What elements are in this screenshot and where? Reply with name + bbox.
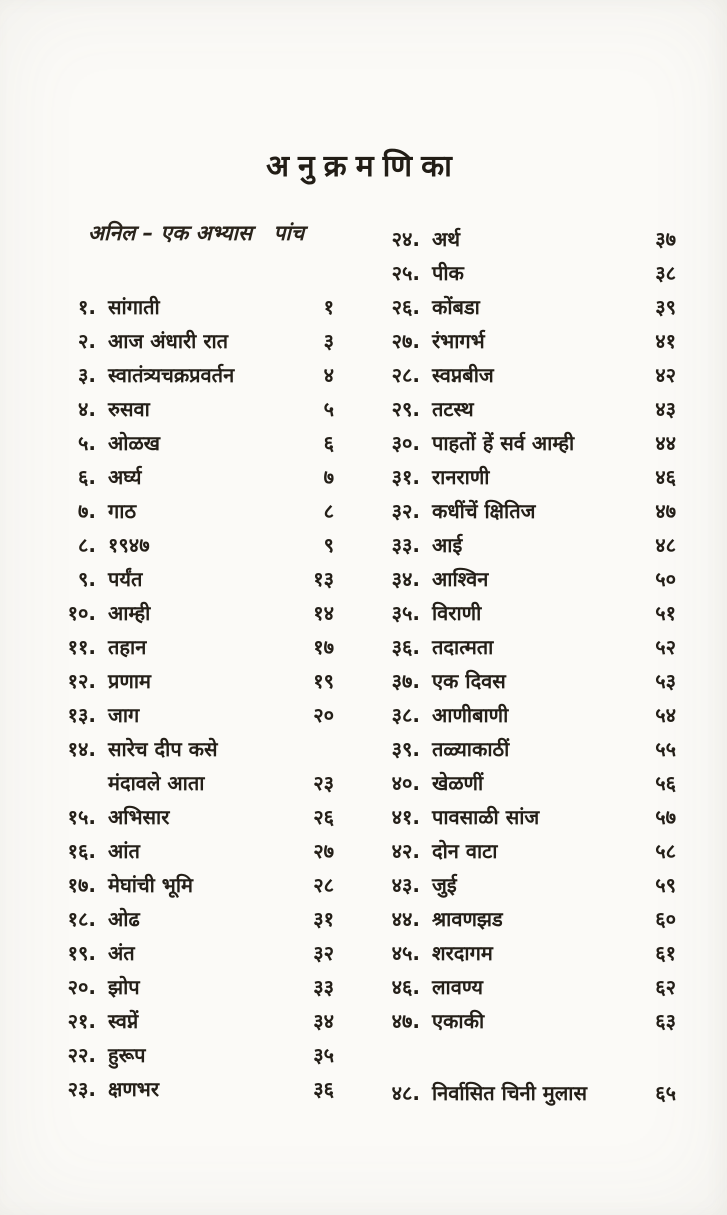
toc-item-page: ४ <box>323 363 334 387</box>
toc-item-title-line1: जाग <box>108 703 140 727</box>
toc-item-page: ६५ <box>655 1081 676 1105</box>
toc-item-title-line1: तदात्मता <box>432 635 494 659</box>
toc-row <box>380 460 676 494</box>
toc-item-number: १७. <box>67 873 96 897</box>
toc-row <box>380 256 676 290</box>
toc-item-number: ४३. <box>391 873 420 897</box>
toc-row <box>380 970 676 1004</box>
toc-row <box>380 868 676 902</box>
toc-item-number: २४. <box>391 227 420 251</box>
toc-item-title-line1: कोंबडा <box>432 295 480 319</box>
toc-item-title <box>108 834 300 868</box>
toc-item-title-line1: तळ्याकाठीं <box>432 737 510 761</box>
toc-item-title <box>432 392 642 426</box>
toc-item-title <box>432 460 642 494</box>
toc-item-number: २७. <box>391 329 420 353</box>
toc-item-number: ४. <box>78 397 96 421</box>
toc-item-title-line1: शरदागम <box>432 941 493 965</box>
toc-item-page: ३७ <box>655 227 676 251</box>
toc-item-number: ६. <box>78 465 96 489</box>
toc-item-title <box>108 290 300 324</box>
toc-row <box>380 834 676 868</box>
toc-item-number: २९. <box>391 397 420 421</box>
toc-row <box>62 902 334 936</box>
toc-item-number: २१. <box>67 1009 96 1033</box>
toc-row <box>62 562 334 596</box>
toc-item-title-line1: खेळणीं <box>432 771 484 795</box>
toc-item-page: २७ <box>313 839 334 863</box>
toc-item-title-line1: मेघांची भूमि <box>108 873 194 897</box>
toc-item-title <box>108 426 300 460</box>
toc-item-page: ८ <box>323 499 334 523</box>
toc-row <box>380 1004 676 1038</box>
toc-item-title-line1: एक दिवस <box>432 669 506 693</box>
toc-item-title-line1: अभिसार <box>108 805 170 829</box>
toc-row <box>62 970 334 1004</box>
toc-item-title <box>432 324 642 358</box>
toc-item-page: ५१ <box>655 601 676 625</box>
toc-item-title <box>108 596 300 630</box>
toc-item-title <box>108 902 300 936</box>
toc-item-title <box>432 664 642 698</box>
toc-column-left <box>62 218 334 1106</box>
toc-item-page: ३६ <box>313 1077 334 1101</box>
toc-row <box>380 664 676 698</box>
toc-item-title-line1: झोप <box>108 975 140 999</box>
toc-item-title <box>432 902 642 936</box>
toc-row <box>62 630 334 664</box>
toc-item-page: ६ <box>323 431 334 455</box>
toc-item-title <box>432 256 642 290</box>
toc-item-title-line1: पावसाळी सांज <box>432 805 540 829</box>
toc-item-title-line1: गाठ <box>108 499 137 523</box>
toc-item-page: ५६ <box>655 771 676 795</box>
toc-row <box>62 1038 334 1072</box>
toc-row <box>380 324 676 358</box>
toc-item-title <box>108 460 300 494</box>
toc-item-page: ४७ <box>655 499 676 523</box>
toc-item-number: २. <box>78 329 96 353</box>
toc-item-title-line1: रंभागर्भ <box>432 329 485 353</box>
toc-row <box>380 392 676 426</box>
toc-item-page: २३ <box>313 771 334 795</box>
toc-item-title-line1: १९४७ <box>108 533 150 557</box>
toc-item-title <box>108 970 300 1004</box>
toc-item-page: १७ <box>313 635 334 659</box>
toc-row <box>62 936 334 970</box>
toc-item-title-line1: आणीबाणी <box>432 703 509 727</box>
toc-item-number: ९. <box>78 567 96 591</box>
toc-item-page: १९ <box>313 669 334 693</box>
toc-item-title <box>108 1004 300 1038</box>
toc-item-title-line1: ओळख <box>108 431 161 455</box>
toc-row <box>380 800 676 834</box>
toc-item-number: ३९. <box>391 737 420 761</box>
toc-item-page: ५३ <box>655 669 676 693</box>
toc-item-title-line2: मंदावले आता <box>108 771 205 795</box>
toc-item-page: ५८ <box>655 839 676 863</box>
toc-item-title <box>108 936 300 970</box>
toc-item-page: ५० <box>655 567 676 591</box>
toc-list-right <box>380 222 676 1110</box>
toc-item-page: ३९ <box>655 295 676 319</box>
toc-item-title <box>432 630 642 664</box>
toc-item-page: १३ <box>313 567 334 591</box>
toc-item-number: ७. <box>78 499 96 523</box>
toc-item-title <box>432 562 642 596</box>
toc-item-title-line1: एकाकी <box>432 1009 485 1033</box>
toc-item-title-line1: जुई <box>432 873 457 897</box>
toc-item-title <box>432 766 642 800</box>
toc-item-title <box>108 664 300 698</box>
toc-item-title-line1: रानराणी <box>432 465 490 489</box>
toc-item-page: ३३ <box>313 975 334 999</box>
toc-item-number: ४७. <box>391 1009 420 1033</box>
toc-row <box>62 834 334 868</box>
toc-row <box>380 426 676 460</box>
toc-list-left <box>62 290 334 1106</box>
toc-row <box>380 528 676 562</box>
toc-item-number: २३. <box>67 1077 96 1101</box>
toc-item-number: १२. <box>67 669 96 693</box>
toc-item-page: ४८ <box>655 533 676 557</box>
toc-row <box>62 528 334 562</box>
toc-item-title <box>108 1072 300 1106</box>
toc-item-page: १ <box>323 295 334 319</box>
toc-row <box>62 800 334 834</box>
toc-item-title <box>432 868 642 902</box>
toc-item-number: २५. <box>391 261 420 285</box>
toc-item-number: १६. <box>67 839 96 863</box>
toc-item-title <box>432 494 642 528</box>
toc-row <box>62 290 334 324</box>
toc-item-page: ३८ <box>655 261 676 285</box>
toc-item-title-line1: निर्वासित चिनी मुलास <box>432 1081 587 1105</box>
toc-row <box>62 358 334 392</box>
toc-item-number: ३३. <box>391 533 420 557</box>
toc-item-title <box>432 698 642 732</box>
toc-item-page: ५५ <box>655 737 676 761</box>
toc-row <box>380 222 676 256</box>
toc-item-number: १९. <box>67 941 96 965</box>
toc-item-title <box>108 698 300 732</box>
toc-item-number: ८. <box>78 533 96 557</box>
toc-item-title <box>432 800 642 834</box>
toc-item-title-line1: आई <box>432 533 463 557</box>
toc-item-title <box>108 800 300 834</box>
toc-item-title <box>432 290 642 324</box>
toc-item-number: ४६. <box>391 975 420 999</box>
toc-item-title-line1: क्षणभर <box>108 1077 160 1101</box>
toc-item-title-line1: आंत <box>108 839 140 863</box>
toc-item-number: ३०. <box>391 431 420 455</box>
toc-row <box>62 596 334 630</box>
toc-item-title-line1: आश्विन <box>432 567 489 591</box>
toc-item-page: ६० <box>655 907 676 931</box>
toc-row <box>380 596 676 630</box>
toc-item-title <box>432 1004 642 1038</box>
page-title: अनुक्रमणिका <box>266 149 461 185</box>
toc-item-title <box>108 1038 300 1072</box>
toc-item-title <box>108 358 300 392</box>
toc-item-number: ३४. <box>391 567 420 591</box>
toc-item-page: ४२ <box>655 363 676 387</box>
toc-item-number: २०. <box>67 975 96 999</box>
toc-item-number: १३. <box>67 703 96 727</box>
toc-row <box>380 902 676 936</box>
toc-item-number: १८. <box>67 907 96 931</box>
toc-row <box>62 1072 334 1106</box>
toc-item-title-line1: लावण्य <box>432 975 483 999</box>
toc-item-title-line1: प्रणाम <box>108 669 151 693</box>
section-heading <box>62 218 334 248</box>
toc-item-number: ३८. <box>391 703 420 727</box>
toc-item-page: ५९ <box>655 873 676 897</box>
toc-item-title <box>432 426 642 460</box>
toc-row <box>62 732 334 800</box>
toc-item-title-line1: सारेच दीप कसे <box>108 737 218 761</box>
toc-item-number: ४८. <box>391 1081 420 1105</box>
toc-item-number: ३७. <box>391 669 420 693</box>
toc-item-number: ५. <box>78 431 96 455</box>
toc-item-title <box>108 528 300 562</box>
toc-row <box>62 392 334 426</box>
toc-item-number: ४०. <box>391 771 420 795</box>
toc-item-title <box>432 970 642 1004</box>
toc-row <box>62 868 334 902</box>
toc-item-number: २८. <box>391 363 420 387</box>
toc-item-title-line1: पीक <box>432 261 464 285</box>
toc-row <box>380 732 676 766</box>
toc-item-title <box>108 630 300 664</box>
toc-item-title <box>108 324 300 358</box>
toc-item-page: ४६ <box>655 465 676 489</box>
toc-item-title-line1: हुरूप <box>108 1043 146 1067</box>
toc-item-title-line1: अर्घ्य <box>108 465 142 489</box>
toc-item-page: २० <box>313 703 334 727</box>
toc-item-number: ११. <box>67 635 96 659</box>
toc-item-title-line1: तहान <box>108 635 147 659</box>
toc-item-page: ४३ <box>655 397 676 421</box>
toc-item-title-line1: कधींचें क्षितिज <box>432 499 536 523</box>
toc-item-page: ३२ <box>313 941 334 965</box>
toc-row <box>380 766 676 800</box>
toc-item-title <box>432 358 642 392</box>
toc-row <box>380 358 676 392</box>
toc-item-title-line1: स्वप्नें <box>108 1009 139 1033</box>
toc-item-title-line1: अर्थ <box>432 227 461 251</box>
toc-item-page: ५४ <box>655 703 676 727</box>
toc-item-page: ७ <box>323 465 334 489</box>
toc-item-title-line1: पाहतों हें सर्व आम्ही <box>432 431 575 455</box>
toc-item-page: ६१ <box>655 941 676 965</box>
toc-item-title <box>432 528 642 562</box>
toc-item-title <box>432 936 642 970</box>
toc-item-title-line1: सांगाती <box>108 295 160 319</box>
toc-item-page: ५२ <box>655 635 676 659</box>
toc-item-number: ३५. <box>391 601 420 625</box>
toc-row <box>380 936 676 970</box>
toc-row <box>62 324 334 358</box>
toc-item-page: १४ <box>313 601 334 625</box>
toc-row <box>62 494 334 528</box>
toc-item-number: १. <box>78 295 96 319</box>
toc-item-title-line1: पर्यंत <box>108 567 143 591</box>
toc-item-number: २६. <box>391 295 420 319</box>
toc-row <box>380 1076 676 1110</box>
toc-item-page: ३१ <box>313 907 334 931</box>
toc-item-title-line1: तटस्थ <box>432 397 474 421</box>
toc-item-page: ४१ <box>655 329 676 353</box>
toc-column-right <box>380 222 676 1110</box>
toc-item-title-line1: आज अंधारी रात <box>108 329 229 353</box>
toc-item-number: ४४. <box>391 907 420 931</box>
toc-item-number: ४५. <box>391 941 420 965</box>
toc-item-page: ५७ <box>655 805 676 829</box>
toc-row <box>62 1004 334 1038</box>
toc-item-title-line1: आम्ही <box>108 601 151 625</box>
toc-item-page: ४४ <box>655 431 676 455</box>
toc-item-page: २६ <box>313 805 334 829</box>
toc-row <box>380 630 676 664</box>
toc-item-title <box>432 1076 642 1110</box>
toc-item-title <box>432 596 642 630</box>
toc-item-page: ३ <box>323 329 334 353</box>
toc-item-title-line1: दोन वाटा <box>432 839 498 863</box>
toc-row <box>62 664 334 698</box>
toc-item-number: १४. <box>67 737 96 761</box>
toc-item-number: ३. <box>78 363 96 387</box>
toc-row <box>380 698 676 732</box>
toc-item-title-line1: रुसवा <box>108 397 150 421</box>
toc-item-title <box>108 732 300 800</box>
toc-row <box>380 290 676 324</box>
toc-item-number: ३२. <box>391 499 420 523</box>
toc-item-page: ९ <box>323 533 334 557</box>
toc-item-page: २८ <box>313 873 334 897</box>
toc-item-title <box>108 494 300 528</box>
toc-item-title-line1: अंत <box>108 941 135 965</box>
toc-item-title-line1: ओढ <box>108 907 140 931</box>
toc-item-title-line1: स्वप्नबीज <box>432 363 494 387</box>
toc-item-number: ४२. <box>391 839 420 863</box>
toc-item-title <box>432 732 642 766</box>
section-heading-page: पांच <box>273 221 305 245</box>
toc-item-title <box>108 562 300 596</box>
toc-item-number: ३६. <box>391 635 420 659</box>
toc-item-title-line1: श्रावणझड <box>432 907 503 931</box>
toc-item-page: ६३ <box>655 1009 676 1033</box>
toc-item-title <box>108 392 300 426</box>
toc-row <box>380 494 676 528</box>
toc-item-page: ३५ <box>313 1043 334 1067</box>
toc-item-title <box>108 868 300 902</box>
toc-row <box>380 562 676 596</box>
toc-row <box>62 460 334 494</box>
toc-item-page: ३४ <box>313 1009 334 1033</box>
toc-item-number: १०. <box>67 601 96 625</box>
toc-item-number: ४१. <box>391 805 420 829</box>
toc-item-number: १५. <box>67 805 96 829</box>
toc-item-page: ६२ <box>655 975 676 999</box>
toc-item-page: ५ <box>323 397 334 421</box>
toc-item-title-line1: विराणी <box>432 601 482 625</box>
toc-row <box>62 698 334 732</box>
toc-row <box>62 426 334 460</box>
toc-item-number: २२. <box>67 1043 96 1067</box>
section-heading-text: अनिल – एक अभ्यास <box>88 221 253 245</box>
toc-item-title <box>432 222 642 256</box>
toc-item-number: ३१. <box>391 465 420 489</box>
toc-item-title <box>432 834 642 868</box>
toc-item-title-line1: स्वातंत्र्यचक्रप्रवर्तन <box>108 363 235 387</box>
